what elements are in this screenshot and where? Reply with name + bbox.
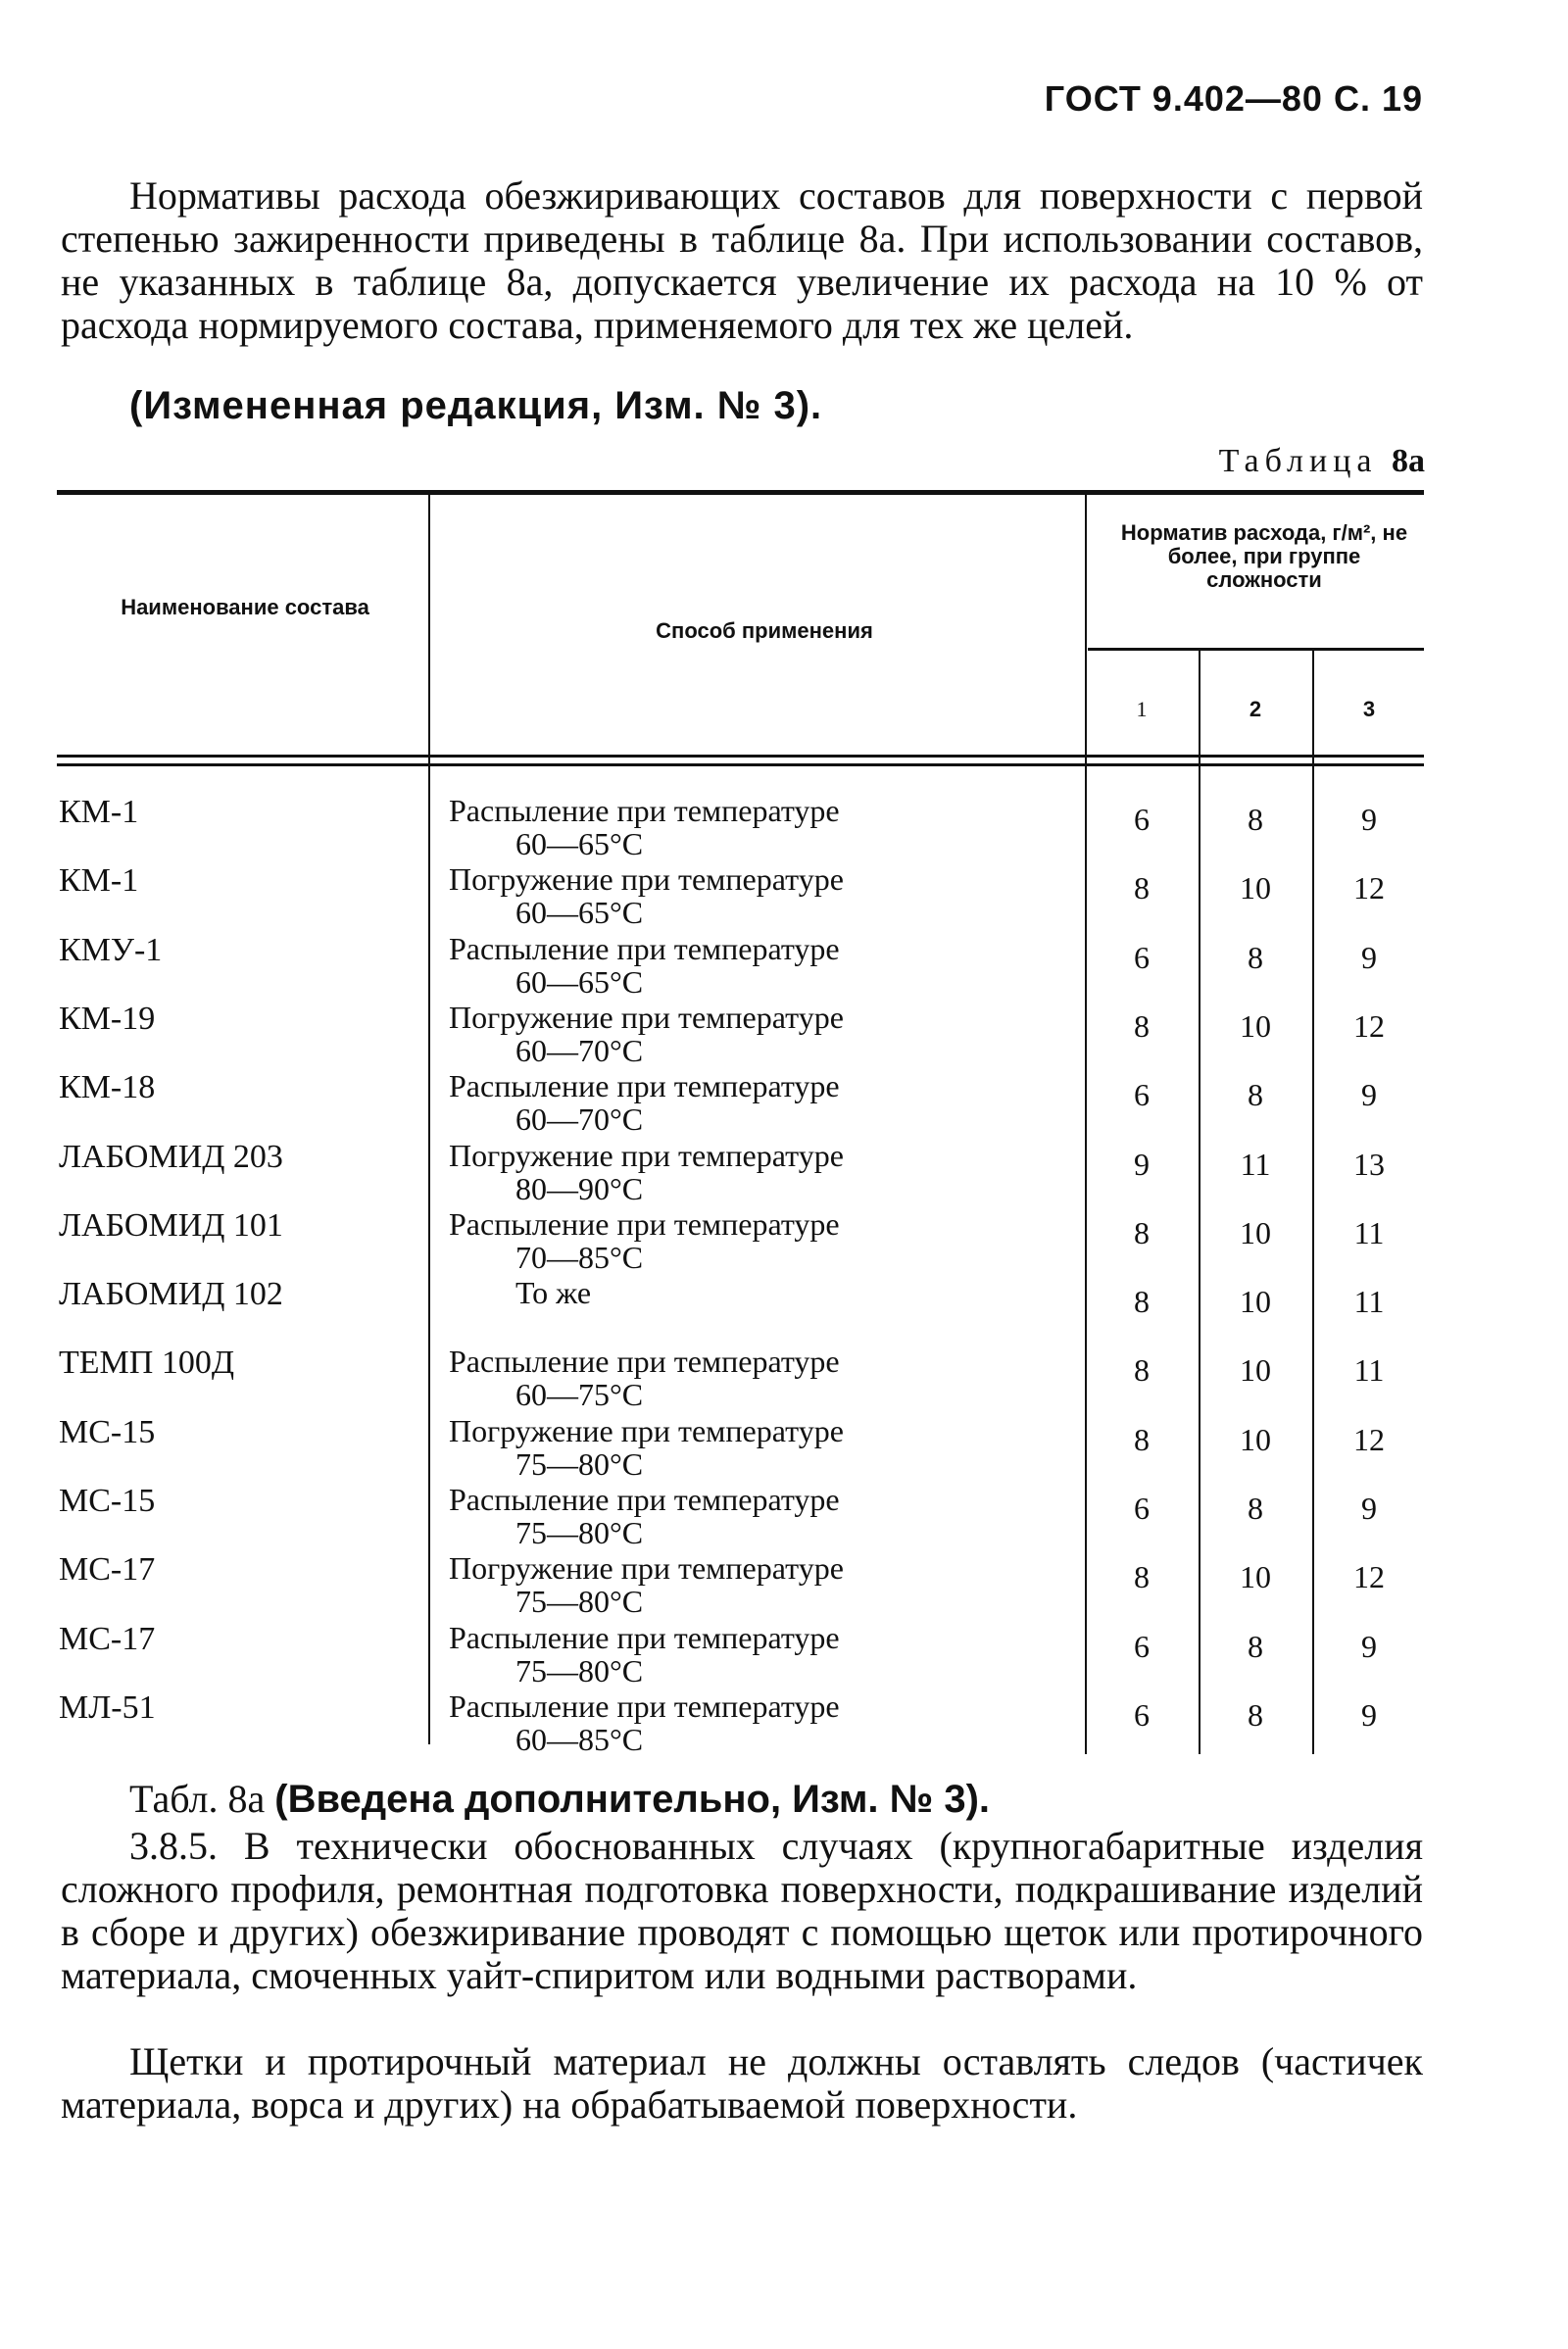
amendment-note: (Измененная редакция, Изм. № 3). [129, 384, 823, 427]
row-value-group-1: 6 [1134, 1077, 1150, 1112]
header-group-1: 1 [1136, 697, 1148, 721]
row-temperature: 60—70°С [515, 1101, 644, 1137]
row-name: МЛ-51 [59, 1689, 156, 1726]
row-temperature: 75—80°С [515, 1653, 644, 1688]
row-method [449, 1207, 840, 1274]
row-method [449, 862, 844, 929]
row-method [449, 794, 840, 860]
row-method-text: Распыление при температуре [449, 793, 840, 828]
row-method [449, 1069, 840, 1136]
column-divider-group-2 [1312, 649, 1314, 1754]
row-name: КМУ-1 [59, 932, 163, 968]
row-value-group-3: 12 [1353, 870, 1385, 905]
row-value-group-2: 10 [1240, 1559, 1271, 1594]
row-value-group-3: 9 [1361, 1491, 1377, 1526]
row-value-group-3: 9 [1361, 940, 1377, 975]
header-bottom-rule [57, 755, 1424, 758]
row-value-group-3: 9 [1361, 1697, 1377, 1733]
row-method-text: Погружение при температуре [449, 1550, 844, 1586]
row-value-group-3: 11 [1353, 1284, 1385, 1319]
row-value-group-3: 9 [1361, 1629, 1377, 1664]
column-divider-method [1085, 495, 1087, 1754]
table-note [61, 1778, 1423, 1821]
row-value-group-2: 8 [1248, 1697, 1263, 1733]
row-temperature: 60—65°С [515, 964, 644, 1000]
row-method-text: Распыление при температуре [449, 1620, 840, 1655]
table-label-number: 8а [1392, 443, 1425, 479]
row-method [449, 1689, 840, 1756]
row-value-group-2: 10 [1240, 870, 1271, 905]
table-note-bold: (Введена дополнительно, Изм. № 3). [274, 1778, 991, 1821]
row-temperature: 80—90°С [515, 1171, 644, 1206]
row-method-text: То же [515, 1275, 592, 1310]
row-value-group-1: 6 [1134, 1629, 1150, 1664]
row-value-group-1: 8 [1134, 1422, 1150, 1457]
row-name: КМ-1 [59, 794, 139, 830]
row-value-group-2: 8 [1248, 802, 1263, 837]
row-method [449, 1621, 840, 1688]
row-name: МС-15 [59, 1414, 156, 1450]
row-name: КМ-19 [59, 1001, 156, 1037]
row-value-group-3: 12 [1353, 1008, 1385, 1044]
row-temperature: 60—70°С [515, 1033, 644, 1068]
row-method [449, 932, 840, 999]
row-value-group-2: 8 [1248, 1491, 1263, 1526]
row-value-group-3: 11 [1353, 1215, 1385, 1250]
row-value-group-1: 8 [1134, 1284, 1150, 1319]
row-name: ТЕМП 100Д [59, 1345, 235, 1381]
group-subheader-rule [1088, 648, 1424, 651]
row-method-text: Погружение при температуре [449, 1413, 844, 1448]
row-temperature: 75—80°С [515, 1446, 644, 1482]
row-value-group-3: 12 [1353, 1422, 1385, 1457]
header-name: Наименование состава [121, 595, 369, 619]
intro-paragraph: Нормативы расхода обезжиривающих составов для поверхности с первой степенью зажиренности приведены в таблице 8а. При использовании составов, не указанных в таблице 8а, допускается увеличение их расхода на 10 % от расхода нормируемого состава, применяемого для тех же целей. [61, 173, 1423, 347]
row-value-group-3: 12 [1353, 1559, 1385, 1594]
row-temperature: 60—75°С [515, 1377, 644, 1412]
row-method-text: Погружение при температуре [449, 1138, 844, 1173]
row-value-group-1: 8 [1134, 870, 1150, 905]
row-value-group-3: 9 [1361, 802, 1377, 837]
row-value-group-2: 10 [1240, 1215, 1271, 1250]
row-temperature: 60—65°С [515, 895, 644, 930]
row-temperature: 70—85°С [515, 1240, 644, 1275]
row-value-group-1: 6 [1134, 1697, 1150, 1733]
row-method [449, 1345, 840, 1411]
row-value-group-2: 10 [1240, 1284, 1271, 1319]
row-method-text: Погружение при температуре [449, 1000, 844, 1035]
row-value-group-1: 6 [1134, 1491, 1150, 1526]
row-method-text: Распыление при температуре [449, 931, 840, 966]
row-value-group-2: 8 [1248, 940, 1263, 975]
row-value-group-2: 8 [1248, 1077, 1263, 1112]
row-method-text: Распыление при температуре [449, 1068, 840, 1103]
row-value-group-1: 8 [1134, 1559, 1150, 1594]
row-method-text: Распыление при температуре [449, 1206, 840, 1242]
row-value-group-2: 10 [1240, 1352, 1271, 1388]
row-method [449, 1414, 844, 1481]
header-norm: Норматив расхода, г/м², не более, при группе сложности [1120, 520, 1408, 592]
row-temperature: 75—80°С [515, 1515, 644, 1550]
row-method-text: Распыление при температуре [449, 1482, 840, 1517]
row-value-group-3: 9 [1361, 1077, 1377, 1112]
row-method-text: Погружение при температуре [449, 861, 844, 897]
row-value-group-3: 11 [1353, 1352, 1385, 1388]
row-name: КМ-18 [59, 1069, 156, 1105]
row-name: ЛАБОМИД 102 [59, 1276, 283, 1312]
table-label [1219, 443, 1425, 480]
row-value-group-1: 6 [1134, 802, 1150, 837]
column-divider-group-1 [1199, 649, 1200, 1754]
row-value-group-2: 11 [1240, 1147, 1271, 1182]
row-temperature: 60—85°С [515, 1722, 644, 1757]
row-name: МС-17 [59, 1551, 156, 1588]
column-divider-name [428, 495, 430, 1744]
row-value-group-1: 8 [1134, 1008, 1150, 1044]
row-name: ЛАБОМИД 101 [59, 1207, 283, 1244]
row-method [449, 1551, 844, 1618]
row-name: МС-15 [59, 1483, 156, 1519]
table-label-word: Таблица [1218, 443, 1378, 479]
page-header: ГОСТ 9.402—80 С. 19 [1044, 78, 1423, 119]
table-note-prefix: Табл. 8а [129, 1777, 266, 1821]
header-bottom-rule-2 [57, 763, 1424, 766]
row-value-group-1: 8 [1134, 1215, 1150, 1250]
row-method [449, 1276, 591, 1309]
row-value-group-2: 8 [1248, 1629, 1263, 1664]
row-value-group-2: 10 [1240, 1008, 1271, 1044]
row-temperature: 75—80°С [515, 1584, 644, 1619]
row-method-text: Распыление при температуре [449, 1344, 840, 1379]
header-method: Способ применения [656, 618, 873, 643]
row-method [449, 1001, 844, 1067]
header-group-2: 2 [1249, 697, 1262, 721]
row-value-group-1: 8 [1134, 1352, 1150, 1388]
row-name: КМ-1 [59, 862, 139, 899]
brushes-paragraph: Щетки и протирочный материал не должны оставлять следов (частичек материала, ворса и других) на обрабатываемой поверхности. [61, 2039, 1423, 2127]
row-value-group-1: 9 [1134, 1147, 1150, 1182]
clause-3-8-5: 3.8.5. В технически обоснованных случаях (крупногабаритные изделия сложного профиля, ремонтная подготовка поверхности, подкрашивание изделий в сборе и других) обезжиривание проводят с помощью щеток или протирочного материала, смоченных уайт-спиритом или водными растворами. [61, 1824, 1423, 1997]
row-method [449, 1483, 840, 1549]
row-temperature: 60—65°С [515, 826, 644, 861]
header-group-3: 3 [1362, 697, 1376, 721]
row-value-group-2: 10 [1240, 1422, 1271, 1457]
row-value-group-3: 13 [1353, 1147, 1385, 1182]
row-value-group-1: 6 [1134, 940, 1150, 975]
row-method-text: Распыление при температуре [449, 1688, 840, 1724]
row-name: МС-17 [59, 1621, 156, 1657]
row-name: ЛАБОМИД 203 [59, 1139, 283, 1175]
row-method [449, 1139, 844, 1205]
table-top-rule [57, 490, 1424, 495]
